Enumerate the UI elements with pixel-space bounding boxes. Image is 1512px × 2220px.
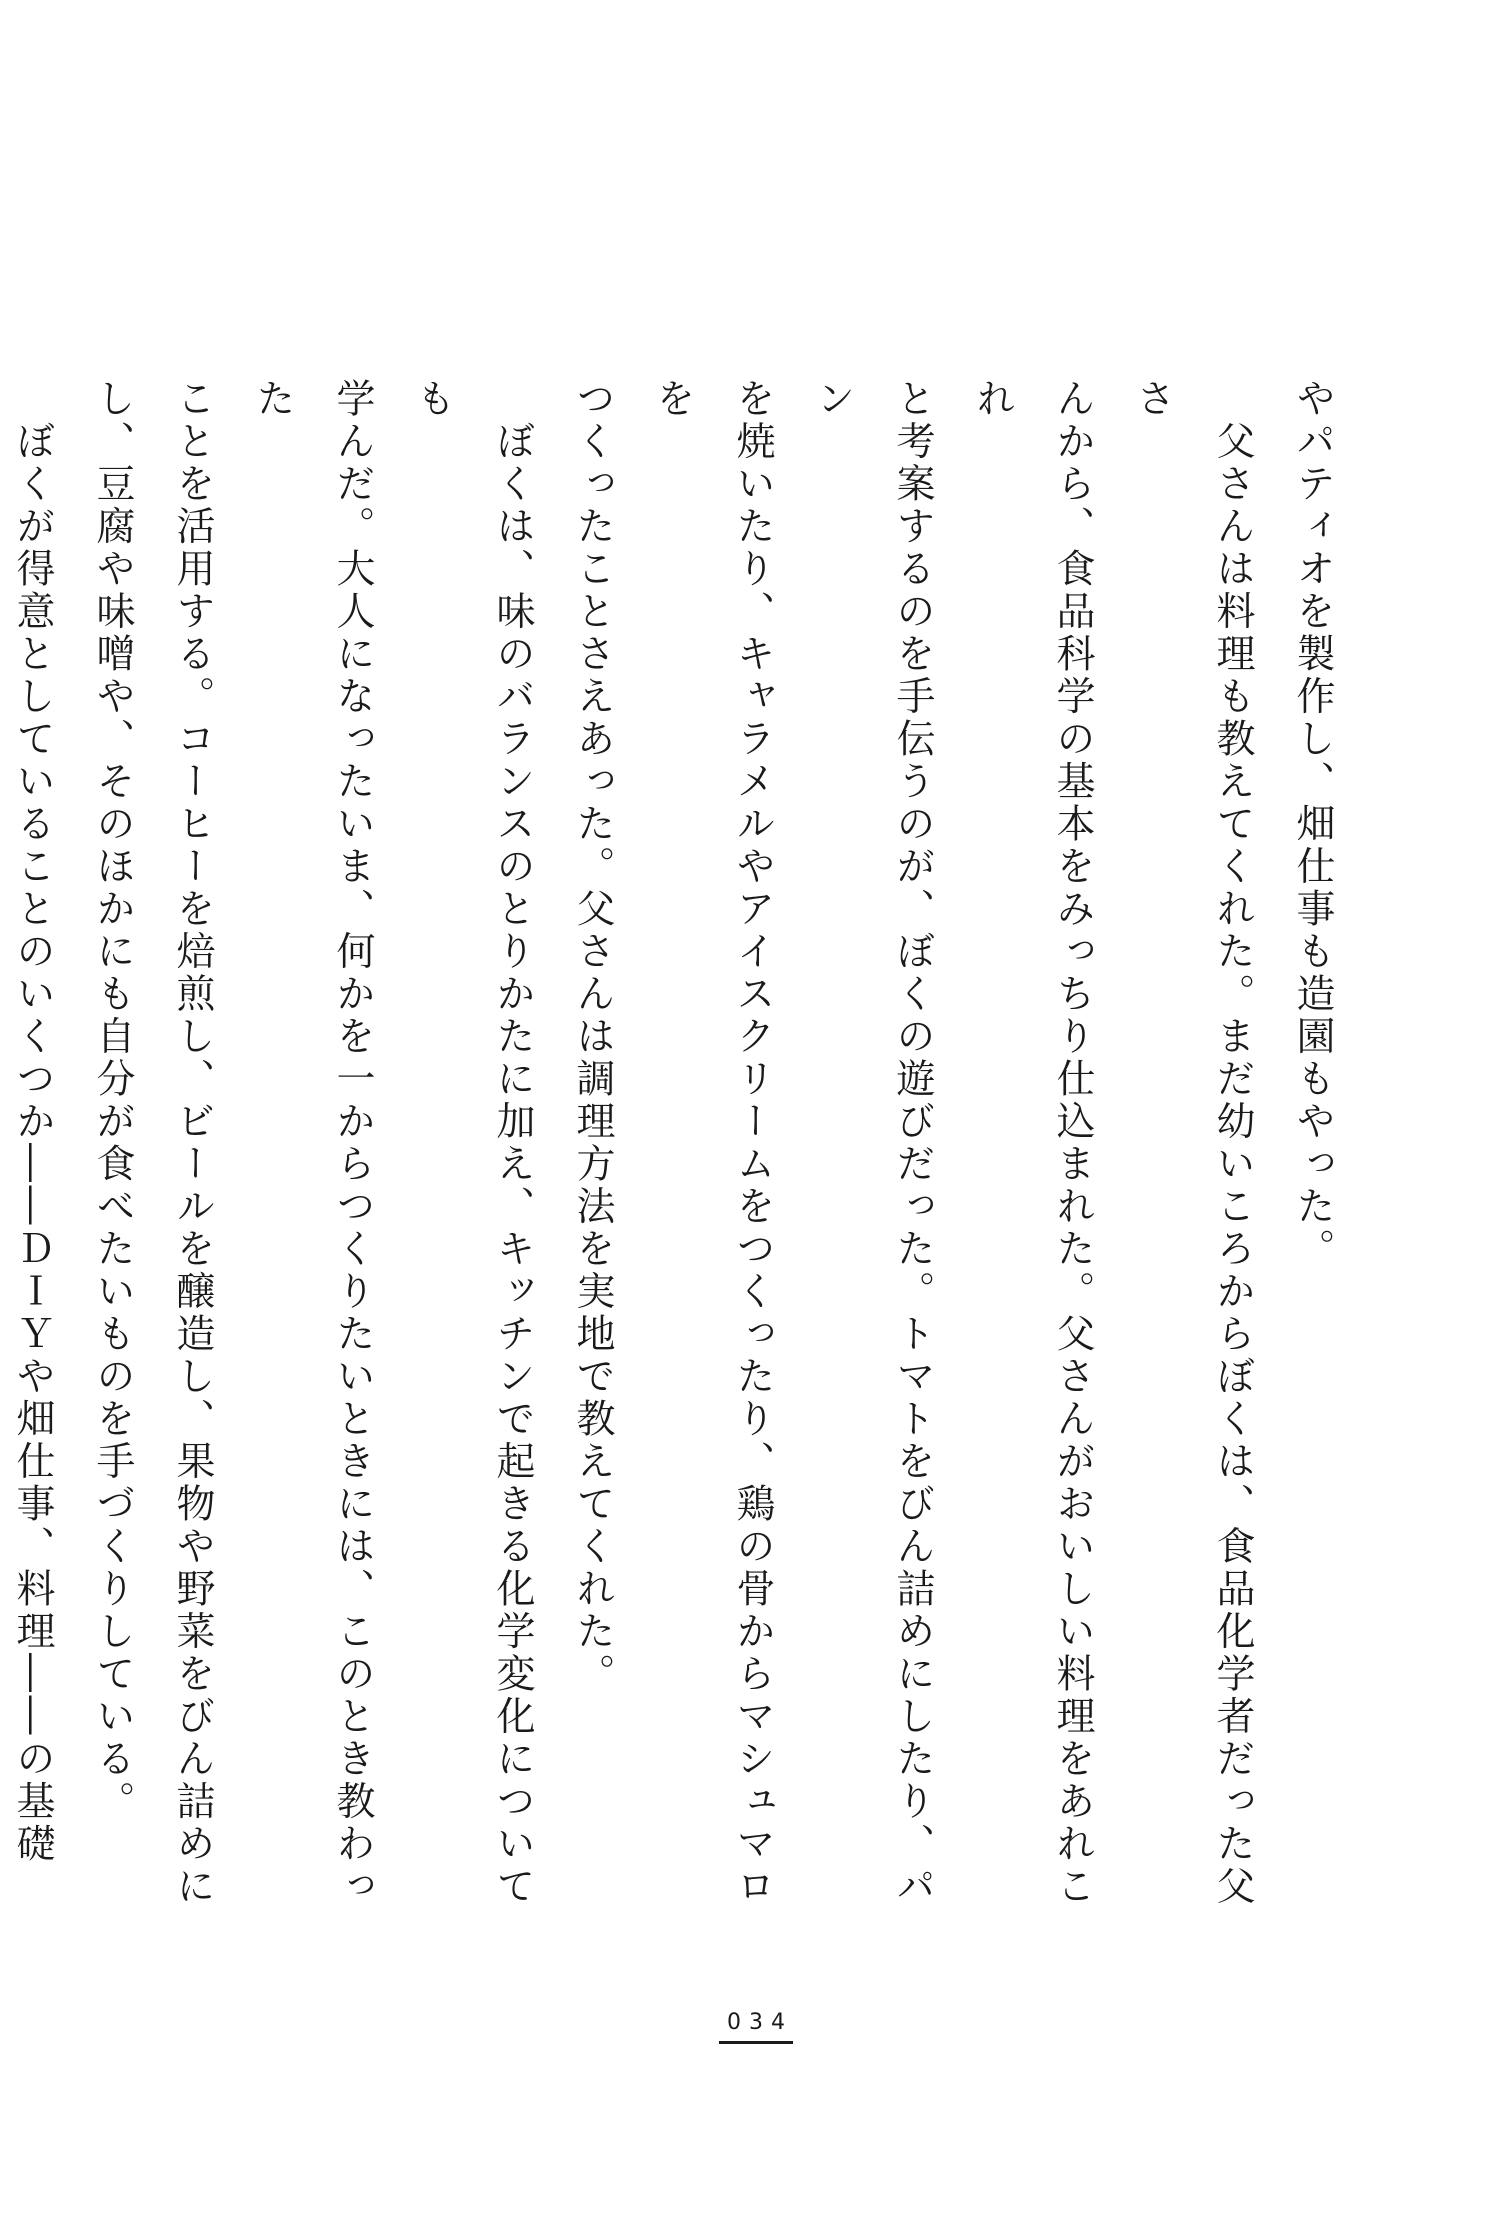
- text-line-11: ぼくが得意としていることのいくつか――ＤＩＹや畑仕事、料理――の基礎: [10, 420, 55, 1866]
- text-line-7: ぼくは、味のバランスのとりかたに加え、キッチンで起きる化学変化についても: [410, 378, 535, 1908]
- text-line-5: を焼いたり、キャラメルやアイスクリームをつくったり、鶏の骨からマシュマロを: [650, 378, 775, 1908]
- text-line-1: やパティオを製作し、畑仕事も造園もやった。: [1290, 378, 1335, 1271]
- vertical-text-body: [10, 378, 1352, 1938]
- text-line-6: つくったことさえあった。父さんは調理方法を実地で教えてくれた。: [570, 378, 615, 1696]
- text-line-10: し、豆腐や味噌や、そのほかにも自分が食べたいものを手づくりしている。: [90, 378, 135, 1823]
- text-line-4: と考案するのを手伝うのが、ぼくの遊びだった。トマトをびん詰めにしたり、パン: [810, 378, 935, 1908]
- text-line-9: ことを活用する。コーヒーを焙煎し、ビールを醸造し、果物や野菜をびん詰めに: [170, 378, 215, 1908]
- text-line-3: んから、食品科学の基本をみっちり仕込まれた。父さんがおいしい料理をあれこれ: [970, 378, 1095, 1908]
- page-footer: [0, 2010, 1512, 2044]
- page-number: 034: [719, 2010, 793, 2044]
- text-line-8: 学んだ。大人になったいま、何かを一からつくりたいときには、このとき教わった: [250, 378, 375, 1908]
- text-line-2: 父さんは料理も教えてくれた。まだ幼いころからぼくは、食品化学者だった父さ: [1130, 378, 1255, 1908]
